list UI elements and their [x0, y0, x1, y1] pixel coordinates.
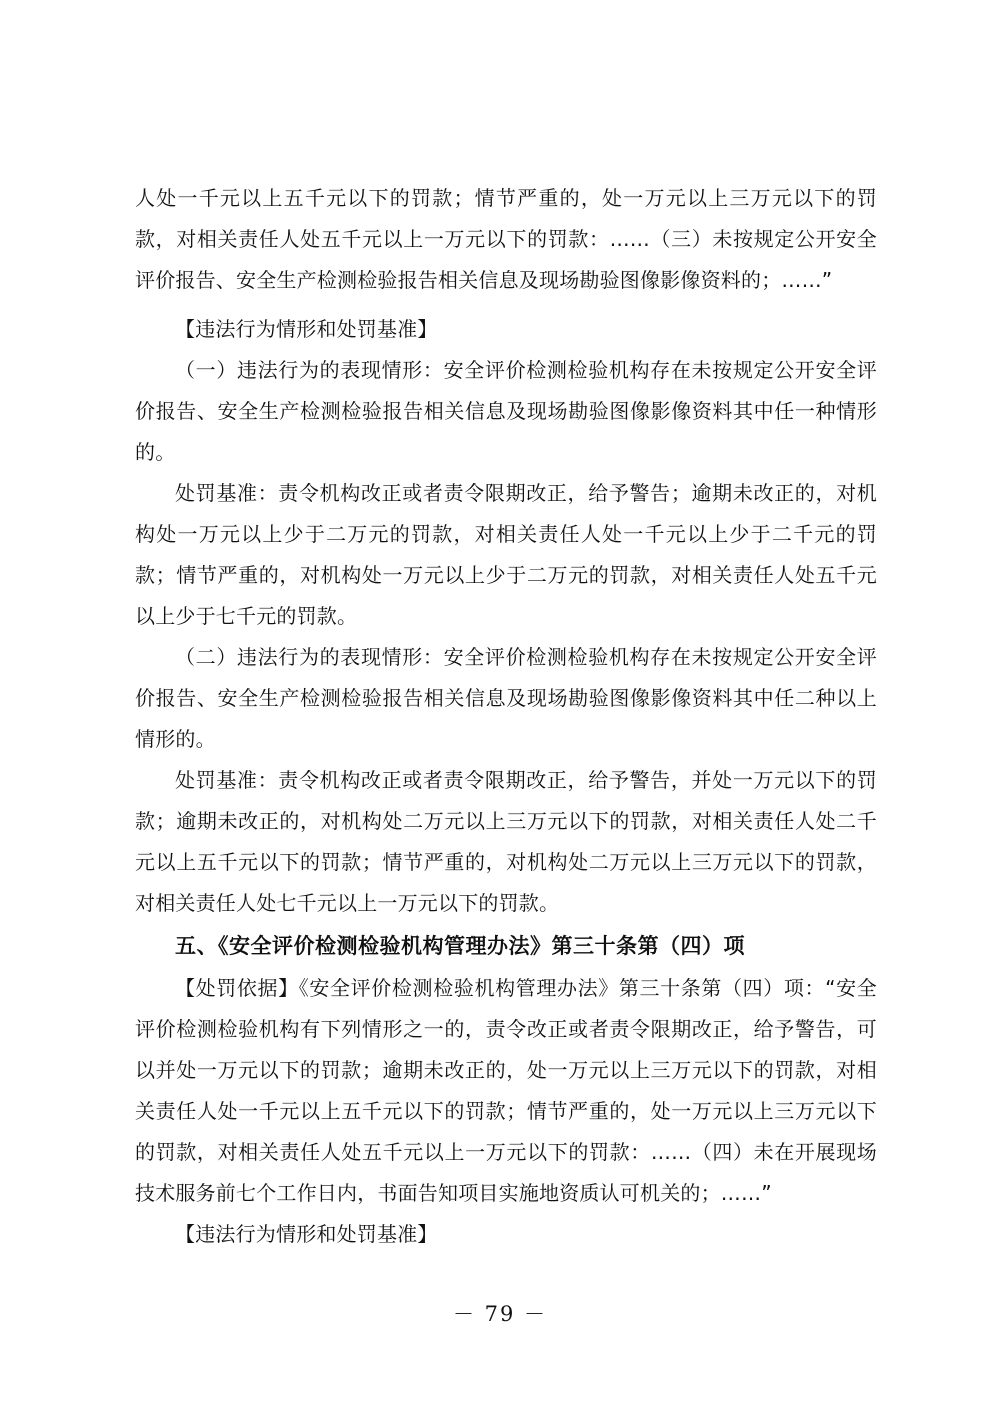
- section-heading: 五、《安全评价检测检验机构管理办法》第三十条第（四）项: [175, 933, 745, 958]
- violation-case-2-paragraph: （二）违法行为的表现情形：安全评价检测检验机构存在未按规定公开安全评价报告、安全生产检测检验报告相关信息及现场勘验图像影像资料其中任二种以上情形的。: [135, 645, 877, 751]
- violation-criteria-label: 【违法行为情形和处罚基准】: [175, 317, 438, 341]
- penalty-standard-2-paragraph: 处罚基准：责令机构改正或者责令限期改正，给予警告，并处一万元以下的罚款；逾期未改正的，对机构处二万元以上三万元以下的罚款，对相关责任人处二千元以上五千元以下的罚款；情节严重的，对机构处二万元以上三万元以下的罚款，对相关责任人处七千元以上一万元以下的罚款。: [135, 768, 877, 915]
- document-body: [135, 178, 877, 1255]
- legal-basis-paragraph: 【处罚依据】《安全评价检测检验机构管理办法》第三十条第（四）项：“安全评价检测检验机构有下列情形之一的，责令改正或者责令限期改正，给予警告，可以并处一万元以下的罚款；逾期未改正的，处一万元以上三万元以下的罚款，对相关责任人处一千元以上五千元以下的罚款；情节严重的，处一万元以上三万元以下的罚款，对相关责任人处五千元以上一万元以下的罚款：……（四）未在开展现场技术服务前七个工作日内，书面告知项目实施地资质认可机关的；……”: [135, 976, 877, 1205]
- violation-case-1-paragraph: （一）违法行为的表现情形：安全评价检测检验机构存在未按规定公开安全评价报告、安全生产检测检验报告相关信息及现场勘验图像影像资料其中任一种情形的。: [135, 358, 877, 464]
- continued-legal-basis-paragraph: 人处一千元以上五千元以下的罚款；情节严重的，处一万元以上三万元以下的罚款，对相关责任人处五千元以上一万元以下的罚款：……（三）未按规定公开安全评价报告、安全生产检测检验报告相关信息及现场勘验图像影像资料的；……”: [135, 186, 877, 292]
- page-number: － 79 －: [452, 1302, 548, 1326]
- violation-criteria-label: 【违法行为情形和处罚基准】: [175, 1222, 438, 1246]
- penalty-standard-1-paragraph: 处罚基准：责令机构改正或者责令限期改正，给予警告；逾期未改正的，对机构处一万元以上少于二万元的罚款，对相关责任人处一千元以上少于二千元的罚款；情节严重的，对机构处一万元以上少于二万元的罚款，对相关责任人处五千元以上少于七千元的罚款。: [135, 481, 877, 628]
